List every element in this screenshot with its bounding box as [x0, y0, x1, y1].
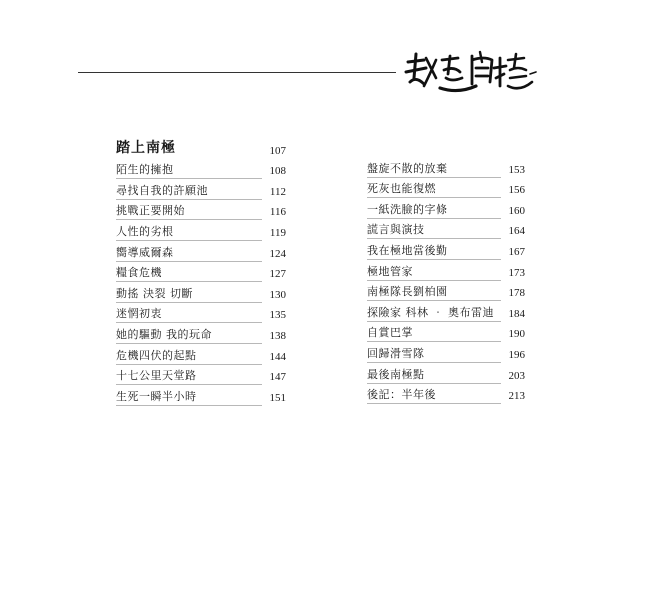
toc-page: 144 — [269, 350, 286, 363]
toc-page: 153 — [508, 163, 525, 176]
toc-page: 196 — [508, 348, 525, 361]
toc-page: 203 — [508, 369, 525, 382]
toc-page: 213 — [508, 390, 525, 403]
toc-page: 119 — [269, 226, 286, 239]
toc-page: 135 — [269, 309, 286, 322]
toc-title: 嚮導威爾森 — [116, 245, 174, 259]
toc-page: 124 — [269, 247, 286, 260]
toc-entry[interactable] — [367, 344, 525, 365]
toc-title: 動搖 決裂 切斷 — [116, 286, 193, 300]
toc-title: 探險家 科林 ‧ 奧布雷迪 — [367, 305, 494, 319]
toc-entry[interactable] — [367, 221, 525, 242]
toc-entry[interactable] — [367, 159, 525, 180]
toc-title: 尋找自我的許願池 — [116, 183, 208, 197]
toc-page: 156 — [508, 184, 525, 197]
toc-entry[interactable] — [367, 365, 525, 386]
toc-entry[interactable] — [367, 241, 525, 262]
toc-page: 112 — [269, 185, 286, 198]
toc-title: 死灰也能復燃 — [367, 182, 436, 196]
header-rule — [78, 72, 396, 73]
toc-title: 踏上南極 — [116, 139, 176, 156]
toc-title: 極地管家 — [367, 264, 413, 278]
toc-title: 迷惘初衷 — [116, 307, 162, 321]
toc-entry[interactable] — [116, 243, 286, 264]
toc-page: 127 — [269, 268, 286, 281]
toc-title: 陌生的擁抱 — [116, 163, 174, 177]
toc-page: 108 — [269, 165, 286, 178]
calligraphy-title-image — [402, 48, 542, 100]
toc-entry[interactable] — [116, 367, 286, 388]
toc-page: 116 — [269, 206, 286, 219]
toc-title: 南極隊長劉柏園 — [367, 285, 448, 299]
toc-title: 糧食危機 — [116, 266, 162, 280]
toc-page: 160 — [508, 204, 525, 217]
toc-title: 最後南極點 — [367, 367, 425, 381]
toc-page: 151 — [269, 391, 286, 404]
toc-page: 173 — [508, 266, 525, 279]
toc-title: 人性的劣根 — [116, 224, 174, 238]
toc-column-left — [116, 140, 286, 408]
toc-title: 自賞巴掌 — [367, 326, 413, 340]
toc-entry[interactable] — [367, 303, 525, 324]
toc-part-heading[interactable] — [116, 140, 286, 161]
toc-title: 危機四伏的起點 — [116, 348, 197, 362]
toc-page: 184 — [508, 307, 525, 320]
toc-column-right — [367, 159, 525, 406]
toc-title: 生死一瞬半小時 — [116, 389, 197, 403]
toc-entry[interactable] — [367, 283, 525, 304]
toc-entry[interactable] — [367, 200, 525, 221]
toc-entry[interactable] — [116, 284, 286, 305]
toc-title: 後記：半年後 — [367, 388, 436, 402]
toc-entry[interactable] — [367, 262, 525, 283]
toc-title: 盤旋不散的放棄 — [367, 161, 448, 175]
toc-title: 我在極地當後勤 — [367, 243, 448, 257]
toc-entry[interactable] — [116, 202, 286, 223]
toc-title: 謊言與演技 — [367, 223, 425, 237]
toc-title: 一紙洗臉的字條 — [367, 202, 448, 216]
toc-entry[interactable] — [367, 386, 525, 407]
toc-page: 107 — [269, 144, 286, 157]
toc-entry[interactable] — [367, 180, 525, 201]
toc-page: 167 — [508, 245, 525, 258]
toc-title: 她的驅動 我的玩命 — [116, 327, 212, 341]
toc-entry[interactable] — [116, 387, 286, 408]
toc-page: 130 — [269, 288, 286, 301]
toc-entry[interactable] — [367, 324, 525, 345]
toc-entry[interactable] — [116, 161, 286, 182]
toc-page: 164 — [508, 225, 525, 238]
toc-entry[interactable] — [116, 222, 286, 243]
toc-entry[interactable] — [116, 346, 286, 367]
toc-entry[interactable] — [116, 181, 286, 202]
toc-entry[interactable] — [116, 305, 286, 326]
toc-page: 190 — [508, 328, 525, 341]
toc-title: 回歸滑雪隊 — [367, 346, 425, 360]
toc-title: 十七公里天堂路 — [116, 369, 197, 383]
toc-entry[interactable] — [116, 264, 286, 285]
toc-entry[interactable] — [116, 325, 286, 346]
toc-page: 138 — [269, 329, 286, 342]
toc-page: 178 — [508, 287, 525, 300]
toc-page: 147 — [269, 371, 286, 384]
toc-title: 挑戰正要開始 — [116, 204, 185, 218]
